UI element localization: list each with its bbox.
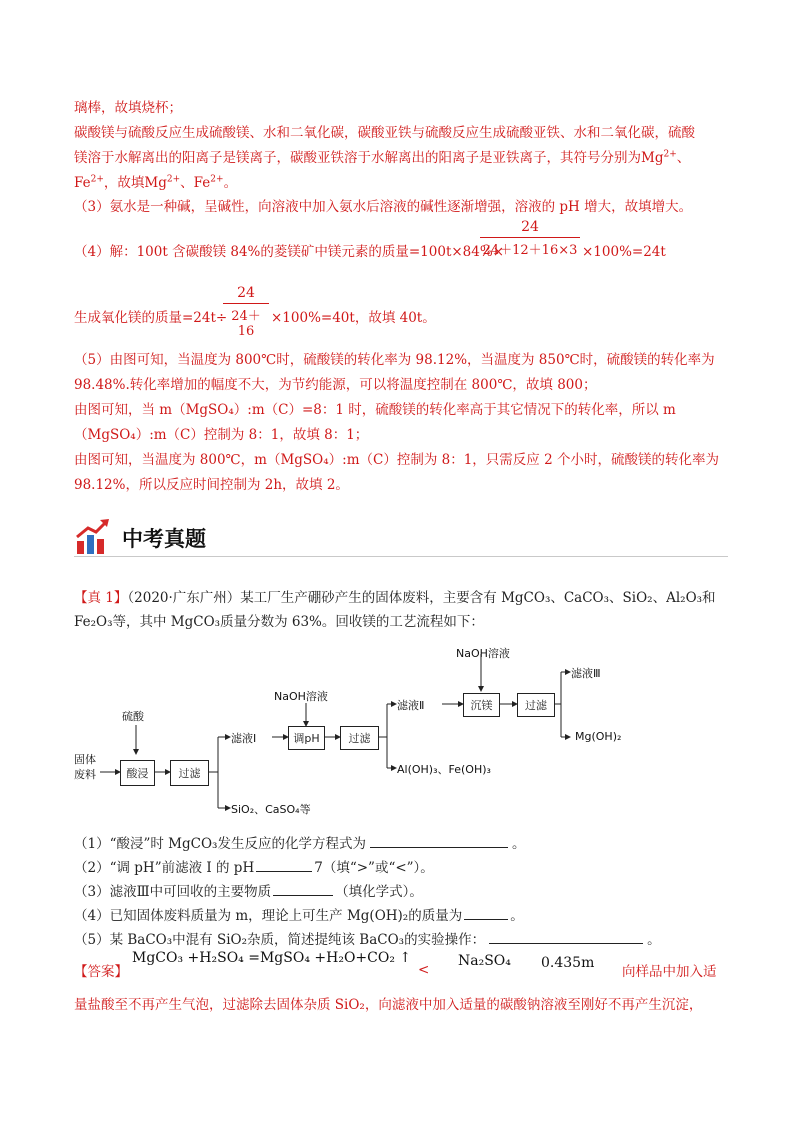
mass-fraction-1: $\frac{24}{24+12+16\times 3}$ xyxy=(480,219,580,258)
answer-5-part-2: 量盐酸至不再产生气泡，过滤除去固体杂质 SiO₂，向滤液中加入适量的碳酸钠溶液至刚好不再产生沉淀， xyxy=(74,997,703,1013)
flow-sulfuric-acid: 硫酸 xyxy=(122,710,144,723)
explanation-line-4: $Fe^{2+}$，故填$Mg^{2+}$、$Fe^{2+}$。 xyxy=(74,174,238,191)
flow-filtrate-1: 滤液Ⅰ xyxy=(231,732,257,745)
section-divider xyxy=(74,556,728,557)
explanation-line-8: （5）由图可知，当温度为 800℃时，硫酸镁的转化率为 98.12%，当温度为 850℃时，硫酸镁的转化率为 xyxy=(74,352,715,368)
mass-fraction-2: $\frac{24}{24+16}$ xyxy=(223,285,269,339)
explanation-line-9: 98.48%.转化率增加的幅度不大，为节约能源，可以将温度控制在 800℃，故填 800； xyxy=(74,377,597,393)
explanation-line-12: 由图可知，当温度为 800℃，m（MgSO₄）:m（C）控制为 8：1，只需反应 2 个小时，硫酸镁的转化率为 xyxy=(74,452,719,468)
explanation-line-11: （MgSO₄）:m（C）控制为 8：1，故填 8：1； xyxy=(74,427,369,443)
flow-solid-residue-1: SiO₂、CaSO₄等 xyxy=(231,803,311,816)
explanation-line-6-tail: ×100%=24t xyxy=(582,244,666,260)
explanation-line-7-tail: ×100%=40t，故填 40t。 xyxy=(271,310,436,326)
answer-3: Na₂SO₄ xyxy=(458,953,511,969)
answer-equation: MgCO₃ +H₂SO₄ =MgSO₄ +H₂O+CO₂ ↑ xyxy=(132,950,412,966)
chart-trend-icon xyxy=(74,517,114,557)
answer-blank-2[interactable] xyxy=(256,857,312,872)
flow-acid-leach-box: 酸浸 xyxy=(120,760,155,786)
flow-filter-box-1: 过滤 xyxy=(170,760,209,786)
flow-naoh-1: NaOH溶液 xyxy=(274,690,328,703)
flow-filter-box-2: 过滤 xyxy=(340,726,379,750)
explanation-line-3: 镁溶于水解离出的阳离子是镁离子，碳酸亚铁溶于水解离出的阳离子是亚铁离子，其符号分别为$Mg^{2+}$、 xyxy=(74,149,691,166)
flow-precip-mg-box: 沉镁 xyxy=(463,693,500,717)
question-intro-1: 【真 1】（2020·广东广州）某工厂生产硼砂产生的固体废料，主要含有 MgCO₃、CaCO₃、SiO₂、Al₂O₃和 xyxy=(74,590,716,606)
section-title: 中考真题 xyxy=(122,527,206,551)
answer-2: < xyxy=(418,962,430,978)
answer-4: 0.435m xyxy=(541,955,595,971)
answer-blank-3[interactable] xyxy=(273,881,333,896)
flow-solid-waste: 固体 废料 xyxy=(74,753,96,781)
answer-tag: 【答案】 xyxy=(74,964,128,980)
explanation-line-2: 碳酸镁与硫酸反应生成硫酸镁、水和二氧化碳，碳酸亚铁与硫酸反应生成硫酸亚铁、水和二氧化碳，硫酸 xyxy=(74,125,695,141)
explanation-line-6: （4）解：100t 含碳酸镁 84%的菱镁矿中镁元素的质量=100t×84%× xyxy=(74,244,505,260)
explanation-line-13: 98.12%，所以反应时间控制为 2h，故填 2。 xyxy=(74,477,349,493)
explanation-line-7: 生成氧化镁的质量=24t÷ xyxy=(74,310,228,326)
answer-blank-4[interactable] xyxy=(464,905,508,920)
question-intro-2: Fe₂O₃等，其中 MgCO₃质量分数为 63%。回收镁的工艺流程如下： xyxy=(74,614,484,630)
flow-product-mgoh2: Mg(OH)₂ xyxy=(575,730,622,743)
question-5: （5）某 BaCO₃中混有 SiO₂杂质，简述提纯该 BaCO₃的实验操作： 。 xyxy=(74,929,661,950)
question-3: （3）滤液Ⅲ中可回收的主要物质 （填化学式）。 xyxy=(74,881,423,902)
question-4: （4）已知固体废料质量为 m，理论上可生产 Mg(OH)₂的质量为 。 xyxy=(74,905,524,926)
answer-5-part-1: 向样品中加入适 xyxy=(622,964,717,980)
flow-solid-residue-2: Al(OH)₃、Fe(OH)₃ xyxy=(397,763,491,776)
flow-filtrate-3: 滤液Ⅲ xyxy=(571,667,601,680)
answer-blank-1[interactable] xyxy=(370,833,508,848)
explanation-line-10: 由图可知，当 m（MgSO₄）:m（C）=8：1 时，硫酸镁的转化率高于其它情况下的转化率，所以 m xyxy=(74,402,676,418)
explanation-line-1: 璃棒，故填烧杯； xyxy=(74,100,182,116)
question-2: （2）“调 pH”前滤液 I 的 pH 7（填“>”或“<”）。 xyxy=(74,857,434,878)
question-1: （1）“酸浸”时 MgCO₃发生反应的化学方程式为 。 xyxy=(74,833,525,854)
flow-filter-box-3: 过滤 xyxy=(517,693,555,717)
flow-naoh-2: NaOH溶液 xyxy=(456,647,510,660)
flow-adjust-ph-box: 调pH xyxy=(288,726,325,750)
answer-blank-5[interactable] xyxy=(489,929,643,944)
explanation-line-5: （3）氨水是一种碱，呈碱性，向溶液中加入氨水后溶液的碱性逐渐增强，溶液的 pH 增大，故填增大。 xyxy=(74,199,693,215)
flow-filtrate-2: 滤液Ⅱ xyxy=(397,699,425,712)
